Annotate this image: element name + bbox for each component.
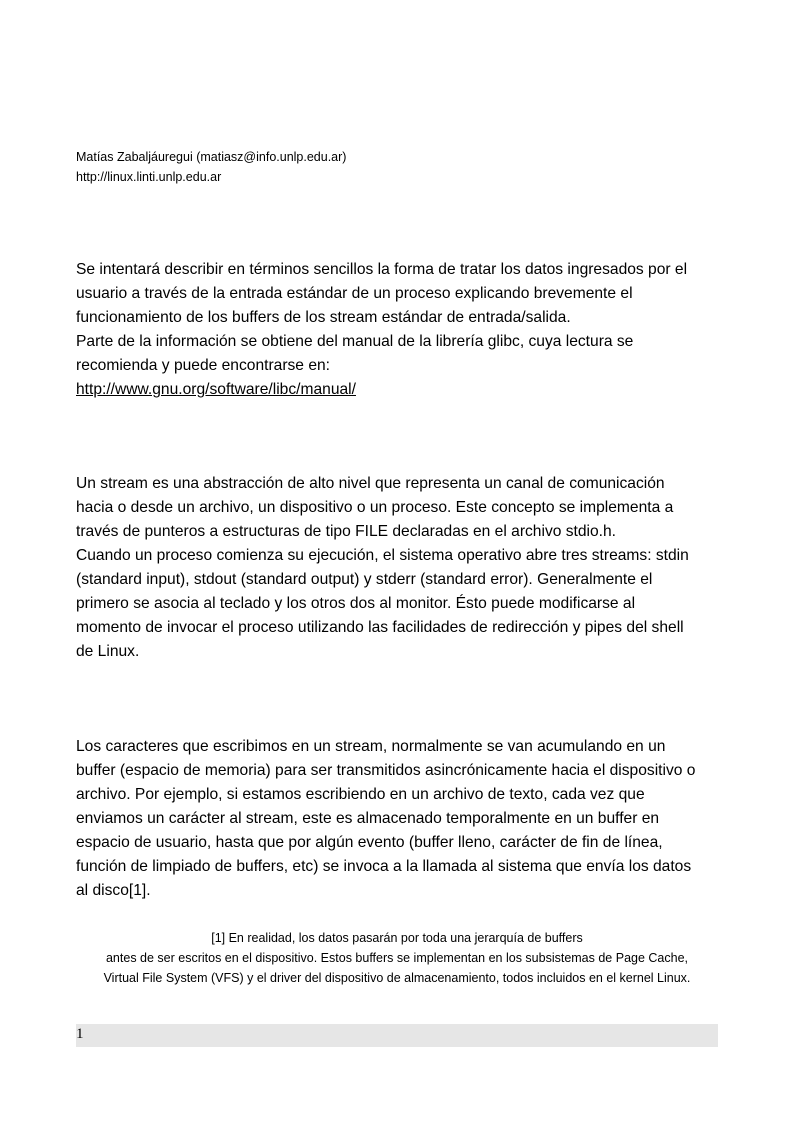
text-line: momento de invocar el proceso utilizando las facilidades de redirección y pipes del shell [76,619,684,636]
author-block [76,147,346,187]
page-footer-bar [76,1024,718,1047]
text-line: al disco[1]. [76,882,151,899]
footnote-line: Virtual File System (VFS) y el driver del dispositivo de almacenamiento, todos incluidos en el kernel Linux. [103,971,691,985]
text-line: espacio de usuario, hasta que por algún evento (buffer lleno, carácter de fin de línea, [76,834,663,851]
text-line: función de limpiado de buffers, etc) se invoca a la llamada al sistema que envía los datos [76,858,692,875]
text-line: Un stream es una abstracción de alto nivel que representa un canal de comunicación [76,475,665,492]
text-line: hacia o desde un archivo, un dispositivo o un proceso. Este concepto se implementa a [76,499,674,516]
intro-paragraph [76,258,726,402]
footnote-line: antes de ser escritos en el dispositivo. Estos buffers se implementan en los subsistemas de Page Cache, [105,951,689,965]
text-line: Parte de la información se obtiene del manual de la librería glibc, cuya lectura se [76,333,634,350]
text-line: primero se asocia al teclado y los otros dos al monitor. Ésto puede modificarse al [76,595,636,612]
text-line: archivo. Por ejemplo, si estamos escribiendo en un archivo de texto, cada vez que [76,786,645,803]
buffers-paragraph [76,735,726,903]
text-line: Cuando un proceso comienza su ejecución, el sistema operativo abre tres streams: stdin [76,547,689,564]
text-line: recomienda y puede encontrarse en: [76,357,330,374]
text-line: usuario a través de la entrada estándar de un proceso explicando brevemente el [76,285,633,302]
text-line: buffer (espacio de memoria) para ser transmitidos asincrónicamente hacia el dispositivo o [76,762,696,779]
page-number: 1 [76,1026,84,1042]
author-name: Matías Zabaljáuregui (matiasz@info.unlp.edu.ar) [76,150,347,164]
glibc-manual-link[interactable]: http://www.gnu.org/software/libc/manual/ [76,381,356,398]
streams-paragraph [76,472,726,664]
text-line: (standard input), stdout (standard output) y stderr (standard error). Generalmente el [76,571,653,588]
text-line: Los caracteres que escribimos en un stream, normalmente se van acumulando en un [76,738,666,755]
text-line: de Linux. [76,643,140,660]
author-url: http://linux.linti.unlp.edu.ar [76,170,222,184]
text-line: través de punteros a estructuras de tipo FILE declaradas en el archivo stdio.h. [76,523,617,540]
footnote-line: [1] En realidad, los datos pasarán por toda una jerarquía de buffers [211,931,583,945]
text-line: funcionamiento de los buffers de los stream estándar de entrada/salida. [76,309,571,326]
footnote [60,928,734,988]
text-line: enviamos un carácter al stream, este es almacenado temporalmente en un buffer en [76,810,660,827]
text-line: Se intentará describir en términos sencillos la forma de tratar los datos ingresados por el [76,261,688,278]
